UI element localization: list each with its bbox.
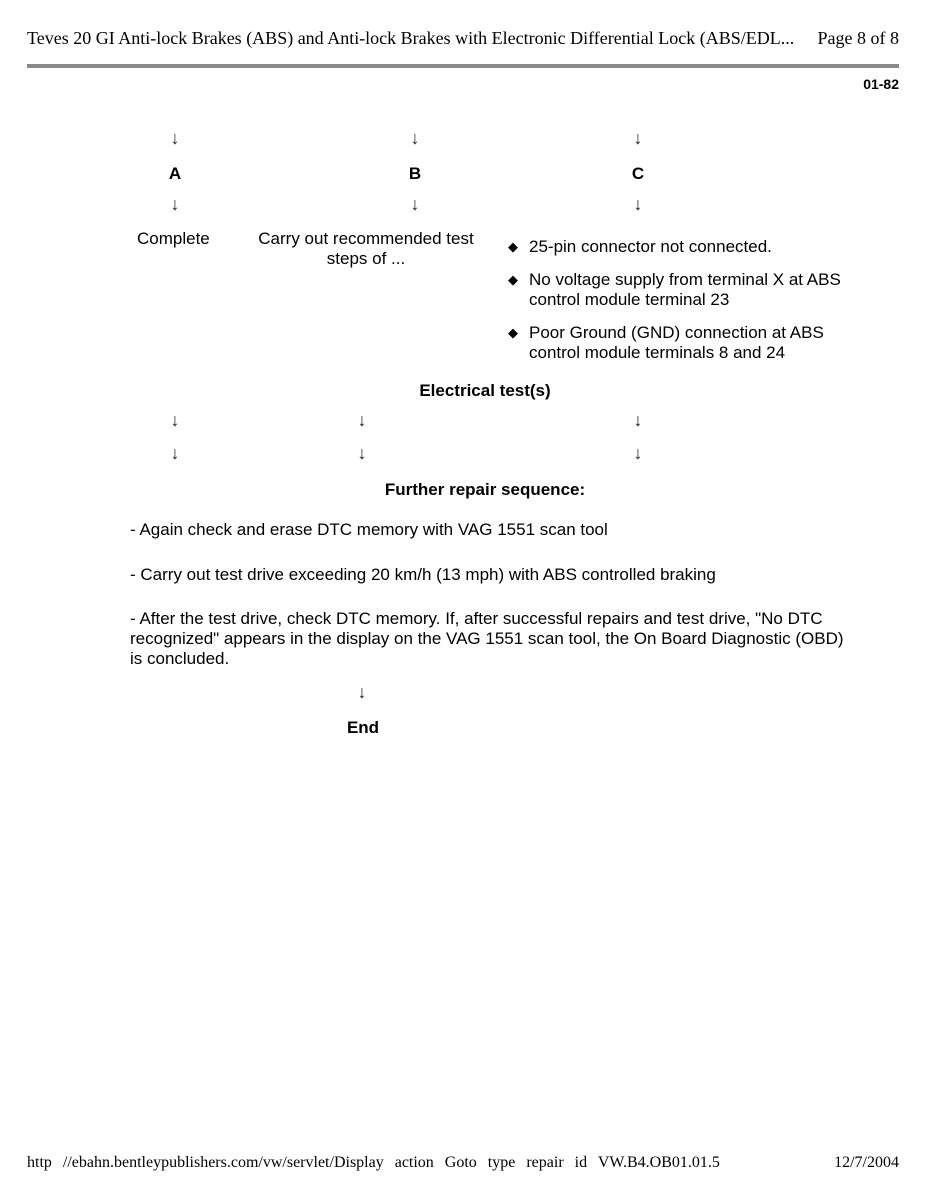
- flow-arrow-down-icon: ↓: [410, 128, 420, 148]
- electrical-tests-heading: Electrical test(s): [419, 381, 551, 400]
- page-indicator: Page 8 of 8: [817, 28, 899, 48]
- flow-arrow-down-icon: ↓: [357, 443, 367, 463]
- end-label: End: [346, 718, 380, 737]
- footer-source-url: http //ebahn.bentleypublishers.com/vw/servlet/Display action Goto type repair id VW.B4.OB01.01.5: [27, 1154, 720, 1171]
- repair-step: - Again check and erase DTC memory with VAG 1551 scan tool: [130, 520, 608, 539]
- flow-arrow-down-icon: ↓: [633, 128, 643, 148]
- flow-arrow-down-icon: ↓: [633, 194, 643, 214]
- repair-step: - After the test drive, check DTC memory. If, after successful repairs and test drive, "No DTC recognized" appears in the display on the VAG 1551 scan tool, the On Board Diagnostic (OBD) is concluded.: [130, 609, 844, 668]
- branch-c-cause-list: [508, 237, 868, 376]
- flow-arrow-down-icon: ↓: [410, 194, 420, 214]
- section-page-number: 01-82: [863, 76, 899, 92]
- branch-b-result: Carry out recommended test steps of ...: [258, 229, 474, 268]
- bullet-diamond-icon: ◆: [508, 239, 518, 254]
- list-item: ◆ No voltage supply from terminal X at ABS control module terminal 23: [508, 270, 841, 309]
- flow-arrow-down-icon: ↓: [170, 128, 180, 148]
- flow-arrow-down-icon: ↓: [170, 443, 180, 463]
- flow-arrow-down-icon: ↓: [633, 410, 643, 430]
- branch-label-a: A: [168, 164, 182, 183]
- list-item: ◆ 25-pin connector not connected.: [508, 237, 772, 256]
- bullet-diamond-icon: ◆: [508, 272, 518, 287]
- branch-a-result: Complete: [137, 229, 210, 248]
- flow-arrow-down-icon: ↓: [357, 410, 367, 430]
- document-title: Teves 20 GI Anti-lock Brakes (ABS) and Anti-lock Brakes with Electronic Differential Lock (ABS/EDL...: [27, 28, 795, 48]
- further-repair-heading: Further repair sequence:: [384, 480, 586, 499]
- bullet-diamond-icon: ◆: [508, 325, 518, 340]
- flow-arrow-down-icon: ↓: [170, 410, 180, 430]
- flow-arrow-down-icon: ↓: [357, 682, 367, 702]
- list-item: ◆ Poor Ground (GND) connection at ABS control module terminals 8 and 24: [508, 323, 824, 362]
- flow-arrow-down-icon: ↓: [170, 194, 180, 214]
- header-divider: [27, 64, 899, 68]
- branch-label-c: C: [631, 164, 645, 183]
- flow-arrow-down-icon: ↓: [633, 443, 643, 463]
- repair-step: - Carry out test drive exceeding 20 km/h (13 mph) with ABS controlled braking: [130, 565, 716, 584]
- footer-date: 12/7/2004: [834, 1154, 899, 1171]
- branch-label-b: B: [408, 164, 422, 183]
